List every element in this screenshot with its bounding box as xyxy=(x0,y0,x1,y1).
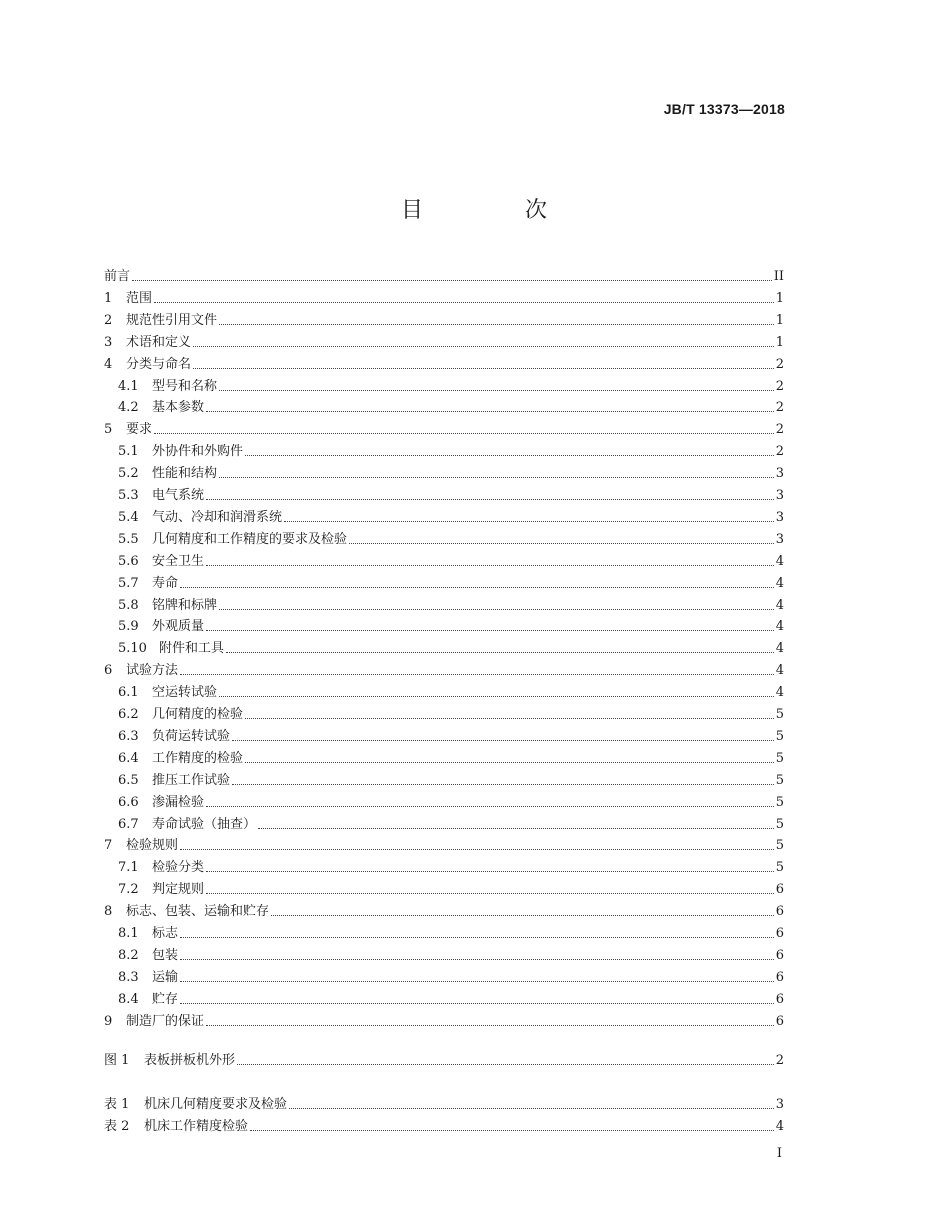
toc-entry-label xyxy=(104,268,130,286)
toc-row[interactable] xyxy=(104,814,784,834)
toc-row[interactable] xyxy=(104,879,784,899)
toc-entry-label xyxy=(104,859,204,877)
toc-row[interactable] xyxy=(104,638,784,658)
toc-row[interactable] xyxy=(104,967,784,987)
toc-entry-number: 4 xyxy=(104,356,113,372)
table-list-row[interactable] xyxy=(104,1116,784,1136)
toc-entry-title: 机床工作精度检验 xyxy=(144,1118,249,1134)
toc-row[interactable] xyxy=(104,901,784,921)
toc-entry-number: 5 xyxy=(104,422,113,438)
toc-entry-number: 6.4 xyxy=(118,750,139,766)
toc-entry-title: 要求 xyxy=(126,422,153,438)
toc-entry-label xyxy=(104,1118,248,1136)
toc-leader-dots xyxy=(180,936,774,938)
toc-entry-title: 包装 xyxy=(152,947,179,963)
toc-leader-dots xyxy=(180,1002,774,1004)
toc-entry-page: II xyxy=(773,269,784,284)
toc-entry-number: 5.6 xyxy=(118,553,139,569)
toc-leader-dots xyxy=(232,783,774,785)
toc-entry-label xyxy=(104,553,204,571)
toc-entry-label xyxy=(104,618,204,636)
toc-entry-title: 机床几何精度要求及检验 xyxy=(144,1097,288,1112)
toc-entry-page: 2 xyxy=(775,378,784,394)
toc-entry-title: 检验分类 xyxy=(152,860,205,876)
toc-entry-title: 范围 xyxy=(126,290,153,306)
toc-entry-label xyxy=(104,991,178,1009)
toc-row[interactable] xyxy=(104,748,784,768)
toc-entry-page: 6 xyxy=(775,991,784,1007)
toc-leader-dots xyxy=(219,608,774,610)
toc-entry-number: 表 2 xyxy=(104,1118,130,1134)
toc-leader-dots xyxy=(206,805,774,807)
toc-leader-dots xyxy=(180,673,774,675)
toc-entry-page: 4 xyxy=(775,641,784,657)
toc-entry-number: 6.6 xyxy=(118,794,139,810)
toc-row[interactable] xyxy=(104,770,784,790)
toc-entry-label xyxy=(104,750,243,768)
toc-entry-label xyxy=(104,816,256,834)
toc-entry-label xyxy=(104,312,217,330)
toc-entry-page: 1 xyxy=(775,290,784,306)
toc-entry-label xyxy=(104,399,204,417)
toc-entry-title: 推压工作试验 xyxy=(152,772,231,788)
toc-row[interactable] xyxy=(104,288,784,308)
toc-entry-page: 4 xyxy=(775,553,784,569)
toc-entry-label xyxy=(104,925,178,943)
toc-entry-number: 6.3 xyxy=(118,728,139,744)
toc-entry-number: 6.2 xyxy=(118,707,139,722)
toc-leader-dots xyxy=(284,520,774,522)
toc-row[interactable] xyxy=(104,463,784,483)
toc-entry-label xyxy=(104,421,152,439)
toc-entry-page: 4 xyxy=(775,619,784,635)
toc-entry-label xyxy=(104,356,191,374)
toc-entry-page: 5 xyxy=(775,728,784,744)
toc-entry-title: 判定规则 xyxy=(152,882,205,898)
toc-entry-label xyxy=(104,706,243,724)
toc-entry-label xyxy=(104,794,204,812)
toc-leader-dots xyxy=(206,629,774,631)
toc-entry-number: 8 xyxy=(104,904,113,920)
toc-row[interactable] xyxy=(104,704,784,724)
toc-entry-page: 5 xyxy=(775,707,784,722)
toc-entry-title: 铭牌和标牌 xyxy=(152,597,218,613)
toc-entry-label xyxy=(104,509,282,527)
toc-leader-dots xyxy=(349,542,774,544)
toc-entry-label xyxy=(104,903,269,921)
toc-entry-page: 2 xyxy=(775,356,784,372)
toc-leader-dots xyxy=(237,1063,774,1065)
toc-entry-number: 7 xyxy=(104,838,113,854)
toc-entry-title: 标志、包装、运输和贮存 xyxy=(126,904,270,920)
toc-entry-number: 5.4 xyxy=(118,509,139,525)
toc-entry-title: 基本参数 xyxy=(152,400,205,416)
toc-leader-dots xyxy=(180,980,774,982)
toc-entry-number: 8.3 xyxy=(118,969,139,985)
toc-entry-number: 2 xyxy=(104,312,113,328)
toc-entry-page: 4 xyxy=(775,685,784,701)
page-title: 目 次 xyxy=(400,198,587,223)
toc-entry-number: 6.1 xyxy=(118,685,139,701)
toc-leader-dots xyxy=(193,367,774,369)
toc-leader-dots xyxy=(206,1024,774,1026)
toc-entry-number: 5.1 xyxy=(118,444,139,460)
toc-leader-dots xyxy=(258,827,774,829)
toc-entry-label xyxy=(104,487,204,505)
toc-entry-label xyxy=(104,597,217,615)
toc-row[interactable] xyxy=(104,310,784,330)
toc-entry-page: 4 xyxy=(775,597,784,613)
toc-row[interactable] xyxy=(104,616,784,636)
toc-entry-title: 制造厂的保证 xyxy=(126,1013,205,1029)
toc-entry-label xyxy=(104,947,178,965)
toc-entry-page: 3 xyxy=(775,488,784,503)
toc-entry-page: 5 xyxy=(775,794,784,810)
toc-row[interactable] xyxy=(104,595,784,615)
toc-entry-number: 6.5 xyxy=(118,772,139,788)
toc-entry-title: 负荷运转试验 xyxy=(152,728,231,744)
toc-entry-number: 7.2 xyxy=(118,882,139,898)
toc-entry-title: 电气系统 xyxy=(152,488,205,503)
toc-leader-dots xyxy=(219,476,774,478)
toc-entry-number: 3 xyxy=(104,334,113,350)
toc-entry-number: 5.2 xyxy=(118,466,139,482)
toc-entry-page: 5 xyxy=(775,860,784,876)
toc-entry-label xyxy=(104,772,230,790)
toc-leader-dots xyxy=(226,651,774,653)
toc-leader-dots xyxy=(206,892,774,894)
toc-entry-page: 1 xyxy=(775,334,784,350)
toc-entry-label xyxy=(104,465,217,483)
toc-entry-title: 标志 xyxy=(152,926,179,941)
toc-entry-number: 8.1 xyxy=(118,926,139,941)
toc-entry-page: 5 xyxy=(775,838,784,854)
toc-entry-number: 4.2 xyxy=(118,400,139,416)
toc-entry-title: 工作精度的检验 xyxy=(152,750,244,766)
toc-leader-dots xyxy=(154,301,774,303)
toc-entry-title: 前言 xyxy=(104,269,131,284)
toc-entry-number: 5.3 xyxy=(118,488,139,503)
toc-entry-title: 检验规则 xyxy=(126,838,179,854)
toc-entry-number: 5.7 xyxy=(118,575,139,591)
toc-leader-dots xyxy=(180,848,774,850)
toc-leader-dots xyxy=(289,1107,774,1109)
toc-entry-label xyxy=(104,1013,204,1031)
toc-entry-page: 3 xyxy=(775,1097,784,1112)
toc-entry-label xyxy=(104,443,243,461)
toc-leader-dots xyxy=(232,739,774,741)
toc-entry-title: 寿命试验（抽查） xyxy=(152,816,257,832)
toc-leader-dots xyxy=(154,432,774,434)
toc-entry-number: 5.5 xyxy=(118,531,139,547)
toc-row[interactable] xyxy=(104,551,784,571)
toc-row[interactable] xyxy=(104,376,784,396)
toc-entry-number: 5.10 xyxy=(118,641,147,657)
toc-entry-title: 贮存 xyxy=(152,991,179,1007)
toc-entry-title: 术语和定义 xyxy=(126,334,192,350)
toc-row[interactable] xyxy=(104,726,784,746)
toc-row[interactable] xyxy=(104,441,784,461)
toc-entry-label xyxy=(104,881,204,899)
standard-code: JB/T 13373—2018 xyxy=(663,101,785,117)
toc-leader-dots xyxy=(219,389,774,391)
toc-entry-title: 表板拼板机外形 xyxy=(144,1053,236,1068)
toc-entry-title: 气动、冷却和润滑系统 xyxy=(152,509,283,525)
toc-row[interactable] xyxy=(104,923,784,943)
toc-row[interactable] xyxy=(104,529,784,549)
toc-entry-page: 4 xyxy=(775,1118,784,1134)
toc-row[interactable] xyxy=(104,945,784,965)
toc-row[interactable] xyxy=(104,857,784,877)
toc-row[interactable] xyxy=(104,266,784,286)
toc-entry-number: 4.1 xyxy=(118,378,139,394)
toc-entry-page: 5 xyxy=(775,772,784,788)
toc-entry-page: 6 xyxy=(775,904,784,920)
toc-entry-number: 7.1 xyxy=(118,860,139,876)
toc-row[interactable] xyxy=(104,1011,784,1031)
toc-row[interactable] xyxy=(104,682,784,702)
toc-entry-number: 图 1 xyxy=(104,1053,130,1068)
toc-entry-page: 5 xyxy=(775,816,784,832)
toc-entry-page: 6 xyxy=(775,926,784,941)
toc-entry-label xyxy=(104,662,178,680)
toc-entry-label xyxy=(104,837,178,855)
toc-entry-label xyxy=(104,728,230,746)
toc-row[interactable] xyxy=(104,989,784,1009)
toc-leader-dots xyxy=(219,695,774,697)
toc-entry-title: 附件和工具 xyxy=(159,641,225,657)
toc-entry-page: 2 xyxy=(775,444,784,460)
toc-entry-label xyxy=(104,1052,235,1070)
toc-leader-dots xyxy=(206,410,774,412)
toc-leader-dots xyxy=(193,345,774,347)
toc-row[interactable] xyxy=(104,573,784,593)
toc-entry-page: 4 xyxy=(775,663,784,679)
toc-leader-dots xyxy=(245,454,774,456)
toc-entry-page: 6 xyxy=(775,947,784,963)
toc-entry-number: 8.4 xyxy=(118,991,139,1007)
toc-entry-page: 6 xyxy=(775,969,784,985)
toc-leader-dots xyxy=(219,323,774,325)
toc-leader-dots xyxy=(206,564,774,566)
toc-entry-number: 表 1 xyxy=(104,1097,130,1112)
toc-leader-dots xyxy=(250,1129,774,1131)
toc-entry-page: 2 xyxy=(775,400,784,416)
toc-leader-dots xyxy=(132,279,772,281)
toc-entry-label xyxy=(104,640,224,658)
toc-entry-page: 3 xyxy=(775,531,784,547)
page-number: I xyxy=(776,1146,782,1161)
toc-row[interactable] xyxy=(104,660,784,680)
toc-entry-title: 型号和名称 xyxy=(152,378,218,394)
toc-entry-page: 4 xyxy=(775,575,784,591)
toc-entry-title: 外观质量 xyxy=(152,619,205,635)
toc-row[interactable] xyxy=(104,507,784,527)
toc-entry-title: 渗漏检验 xyxy=(152,794,205,810)
toc-entry-title: 几何精度和工作精度的要求及检验 xyxy=(152,531,348,547)
toc-row[interactable] xyxy=(104,792,784,812)
toc-entry-page: 3 xyxy=(775,466,784,482)
toc-entry-title: 几何精度的检验 xyxy=(152,707,244,722)
toc-entry-label xyxy=(104,334,191,352)
toc-entry-page: 1 xyxy=(775,312,784,328)
table-list-row[interactable] xyxy=(104,1094,784,1114)
toc-row[interactable] xyxy=(104,419,784,439)
toc-entry-label xyxy=(104,575,178,593)
toc-leader-dots xyxy=(206,870,774,872)
toc-entry-page: 6 xyxy=(775,1013,784,1029)
toc-entry-title: 外协件和外购件 xyxy=(152,444,244,460)
toc-leader-dots xyxy=(180,586,774,588)
toc-entry-number: 1 xyxy=(104,290,113,306)
toc-entry-number: 8.2 xyxy=(118,947,139,963)
toc-entry-label xyxy=(104,290,152,308)
toc-entry-label xyxy=(104,531,347,549)
toc-row[interactable] xyxy=(104,354,784,374)
toc-entry-title: 安全卫生 xyxy=(152,553,205,569)
toc-entry-label xyxy=(104,969,178,987)
toc-entry-label xyxy=(104,1096,287,1114)
toc-leader-dots xyxy=(245,761,774,763)
toc-entry-page: 3 xyxy=(775,509,784,525)
toc-leader-dots xyxy=(245,717,774,719)
toc-leader-dots xyxy=(206,498,774,500)
toc-row[interactable] xyxy=(104,397,784,417)
toc-entry-title: 规范性引用文件 xyxy=(126,312,218,328)
toc-leader-dots xyxy=(271,914,774,916)
toc-row[interactable] xyxy=(104,332,784,352)
toc-entry-number: 5.8 xyxy=(118,597,139,613)
toc-row[interactable] xyxy=(104,485,784,505)
toc-entry-page: 5 xyxy=(775,750,784,766)
toc-entry-number: 5.9 xyxy=(118,619,139,635)
figure-list-row[interactable] xyxy=(104,1050,784,1070)
toc-entry-page: 6 xyxy=(775,882,784,898)
toc-entry-title: 运输 xyxy=(152,969,179,985)
toc-entry-number: 6.7 xyxy=(118,816,139,832)
toc-entry-title: 空运转试验 xyxy=(152,685,218,701)
toc-leader-dots xyxy=(180,958,774,960)
toc-entry-label xyxy=(104,378,217,396)
toc-entry-number: 6 xyxy=(104,663,113,679)
toc-row[interactable] xyxy=(104,835,784,855)
toc-entry-label xyxy=(104,684,217,702)
toc-entry-page: 2 xyxy=(775,1053,784,1068)
toc-entry-number: 9 xyxy=(104,1013,113,1029)
toc-entry-title: 寿命 xyxy=(152,575,179,591)
toc-entry-page: 2 xyxy=(775,422,784,438)
toc-entry-title: 性能和结构 xyxy=(152,466,218,482)
toc-entry-title: 试验方法 xyxy=(126,663,179,679)
toc-entry-title: 分类与命名 xyxy=(126,356,192,372)
